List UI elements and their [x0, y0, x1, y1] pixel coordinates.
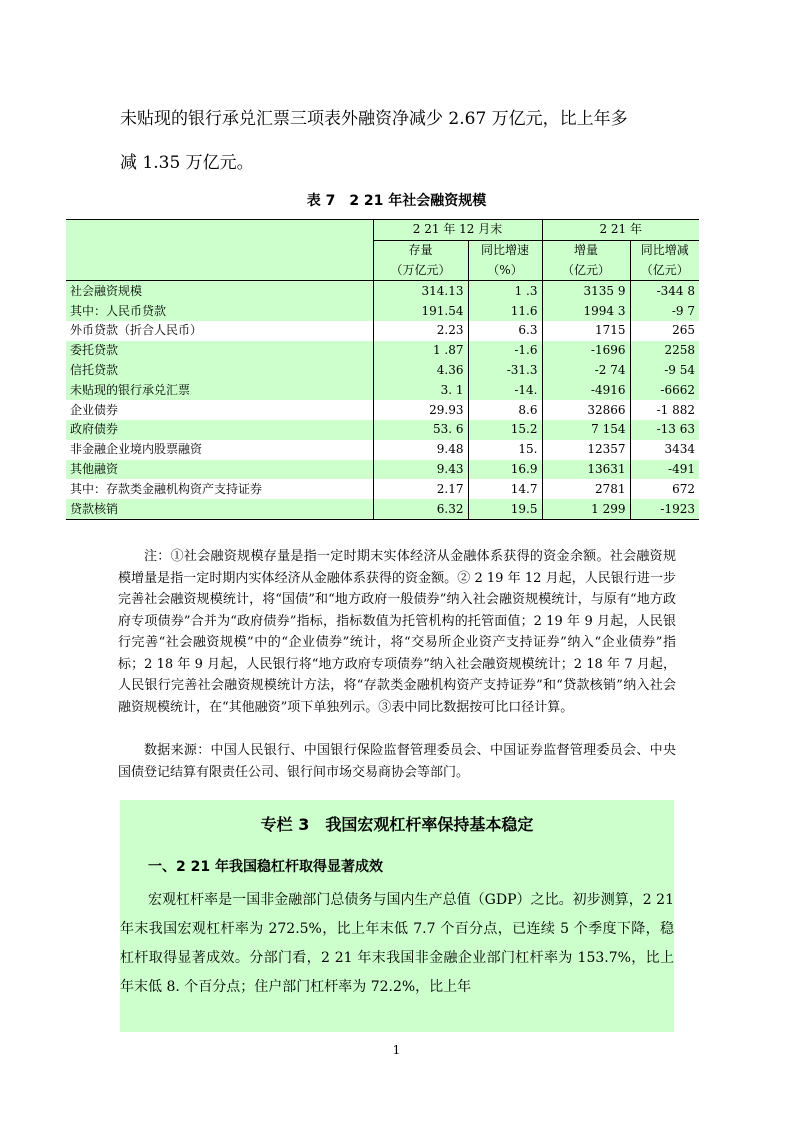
row-label: 未贴现的银行承兑汇票	[70, 382, 191, 397]
header-flow: 增量	[542, 240, 630, 260]
header-stock-growth: 同比增速	[468, 240, 542, 260]
cell-growth: 14.7	[468, 479, 542, 499]
financing-table	[66, 219, 699, 520]
cell-stock: 9.48	[373, 440, 468, 460]
cell-growth: -31.3	[468, 361, 542, 381]
column-box	[120, 800, 674, 1032]
table-row	[66, 479, 699, 499]
cell-stock: 191.54	[373, 301, 468, 321]
header-stock: 存量	[373, 240, 468, 260]
cell-flow: -2 74	[542, 361, 630, 381]
row-label: 政府债券	[70, 422, 119, 437]
header-stock-unit: （万亿元）	[373, 261, 468, 281]
cell-growth: 11.6	[468, 301, 542, 321]
row-label: 其他融资	[70, 461, 119, 476]
box-paragraph: 宏观杠杆率是一国非金融部门总债务与国内生产总值（GDP）之比。初步测算，2 21 年末我国宏观杠杆率为 272.5%，比上年末低 7.7 个百分点，已连续 5 个季度下降，稳杠杆取得显著成效。分部门看，2 21 年末我国非金融企业部门杠杆率为 153.7%，比上年末低 8. 个百分点；住户部门杠杆率为 72.2%，比上年	[120, 892, 674, 995]
table-row	[66, 380, 699, 400]
page-number: 1	[392, 1043, 401, 1057]
cell-flow: -1696	[542, 341, 630, 361]
cell-change: -344 8	[630, 281, 699, 301]
cell-change: -1923	[630, 499, 699, 519]
box-subtitle: 一、2 21 年我国稳杠杆取得显著成效	[148, 859, 383, 875]
table-row	[66, 420, 699, 440]
row-label: 其中：存款类金融机构资产支持证券	[70, 481, 263, 496]
cell-change: -1 882	[630, 400, 699, 420]
cell-change: -9 54	[630, 361, 699, 381]
cell-change: 672	[630, 479, 699, 499]
cell-flow: 12357	[542, 440, 630, 460]
row-label: 非金融企业境内股票融资	[70, 442, 203, 457]
row-label: 委托贷款	[70, 343, 119, 358]
cell-growth: 15.	[468, 440, 542, 460]
cell-flow: 3135 9	[542, 281, 630, 301]
table-row	[66, 400, 699, 420]
box-title: 专栏 3 我国宏观杠杆率保持基本稳定	[260, 815, 534, 834]
cell-growth: -14.	[468, 380, 542, 400]
cell-stock: 29.93	[373, 400, 468, 420]
table-row	[66, 460, 699, 480]
cell-growth: 15.2	[468, 420, 542, 440]
cell-stock: 4.36	[373, 361, 468, 381]
row-label: 企业债券	[70, 402, 119, 417]
row-label: 社会融资规模	[70, 283, 143, 298]
cell-stock: 9.43	[373, 460, 468, 480]
intro-line-1: 未贴现的银行承兑汇票三项表外融资净减少 2.67 万亿元，比上年多	[120, 109, 628, 129]
table-caption: 表 7 2 21 年社会融资规模	[306, 193, 487, 209]
row-label: 贷款核销	[70, 501, 119, 516]
cell-flow: 13631	[542, 460, 630, 480]
cell-flow: 1994 3	[542, 301, 630, 321]
cell-change: -491	[630, 460, 699, 480]
table-row	[66, 321, 699, 341]
table-row	[66, 341, 699, 361]
header-group-year: 2 21 年	[542, 220, 699, 241]
header-flow-unit: （亿元）	[542, 261, 630, 281]
cell-growth: 19.5	[468, 499, 542, 519]
cell-flow: 1 299	[542, 499, 630, 519]
cell-stock: 3. 1	[373, 380, 468, 400]
cell-change: 265	[630, 321, 699, 341]
cell-stock: 1 .87	[373, 341, 468, 361]
cell-growth: 8.6	[468, 400, 542, 420]
header-flow-change: 同比增减	[630, 240, 699, 260]
cell-flow: -4916	[542, 380, 630, 400]
source-text: 数据来源：中国人民银行、中国银行保险监督管理委员会、中国证券监督管理委员会、中央国债登记结算有限责任公司、银行间市场交易商协会等部门。	[118, 743, 676, 780]
cell-change: -13 63	[630, 420, 699, 440]
table-row	[66, 440, 699, 460]
cell-flow: 1715	[542, 321, 630, 341]
cell-change: -6662	[630, 380, 699, 400]
intro-line-2: 减 1.35 万亿元。	[120, 153, 254, 173]
table-row	[66, 281, 699, 301]
header-stock-growth-unit: （%）	[468, 261, 542, 281]
cell-stock: 314.13	[373, 281, 468, 301]
row-label: 信托贷款	[70, 362, 119, 377]
box-body	[120, 886, 674, 1002]
cell-growth: 1 .3	[468, 281, 542, 301]
header-empty-cell	[66, 220, 373, 281]
table-row	[66, 499, 699, 519]
header-flow-change-unit: （亿元）	[630, 261, 699, 281]
cell-flow: 32866	[542, 400, 630, 420]
table-row	[66, 301, 699, 321]
cell-stock: 2.17	[373, 479, 468, 499]
row-label: 其中：人民币贷款	[70, 303, 167, 318]
cell-stock: 53. 6	[373, 420, 468, 440]
cell-growth: 16.9	[468, 460, 542, 480]
cell-growth: -1.6	[468, 341, 542, 361]
cell-change: 3434	[630, 440, 699, 460]
cell-stock: 6.32	[373, 499, 468, 519]
cell-stock: 2.23	[373, 321, 468, 341]
note-text: 注：①社会融资规模存量是指一定时期末实体经济从金融体系获得的资金余额。社会融资规模增量是指一定时期内实体经济从金融体系获得的资金额。② 2 19 年 12 月起，人民银行进一步完善社会融资规模统计，将“国债”和“地方政府一般债券”纳入社会融资规模统计，与原有“地方政府专项债券”合并为“政府债券”指标，指标数值为托管机构的托管面值；2 19 年 9 月起，人民银行完善“社会融资规模”中的“企业债券”统计，将“交易所企业资产支持证券”纳入“企业债券”指标；2 18 年 9 月起，人民银行将“地方政府专项债券”纳入社会融资规模统计；2 18 年 7 月起，人民银行完善社会融资规模统计方法，将“存款类金融机构资产支持证券”和“贷款核销”纳入社会融资规模统计，在“其他融资”项下单独列示。③表中同比数据按可比口径计算。	[118, 549, 676, 715]
cell-flow: 7 154	[542, 420, 630, 440]
cell-growth: 6.3	[468, 321, 542, 341]
row-label: 外币贷款（折合人民币）	[70, 323, 203, 338]
header-group-year-end: 2 21 年 12 月末	[373, 220, 542, 241]
table-row	[66, 361, 699, 381]
table-note	[118, 546, 676, 718]
cell-flow: 2781	[542, 479, 630, 499]
cell-change: -9 7	[630, 301, 699, 321]
data-source	[118, 740, 676, 783]
cell-change: 2258	[630, 341, 699, 361]
